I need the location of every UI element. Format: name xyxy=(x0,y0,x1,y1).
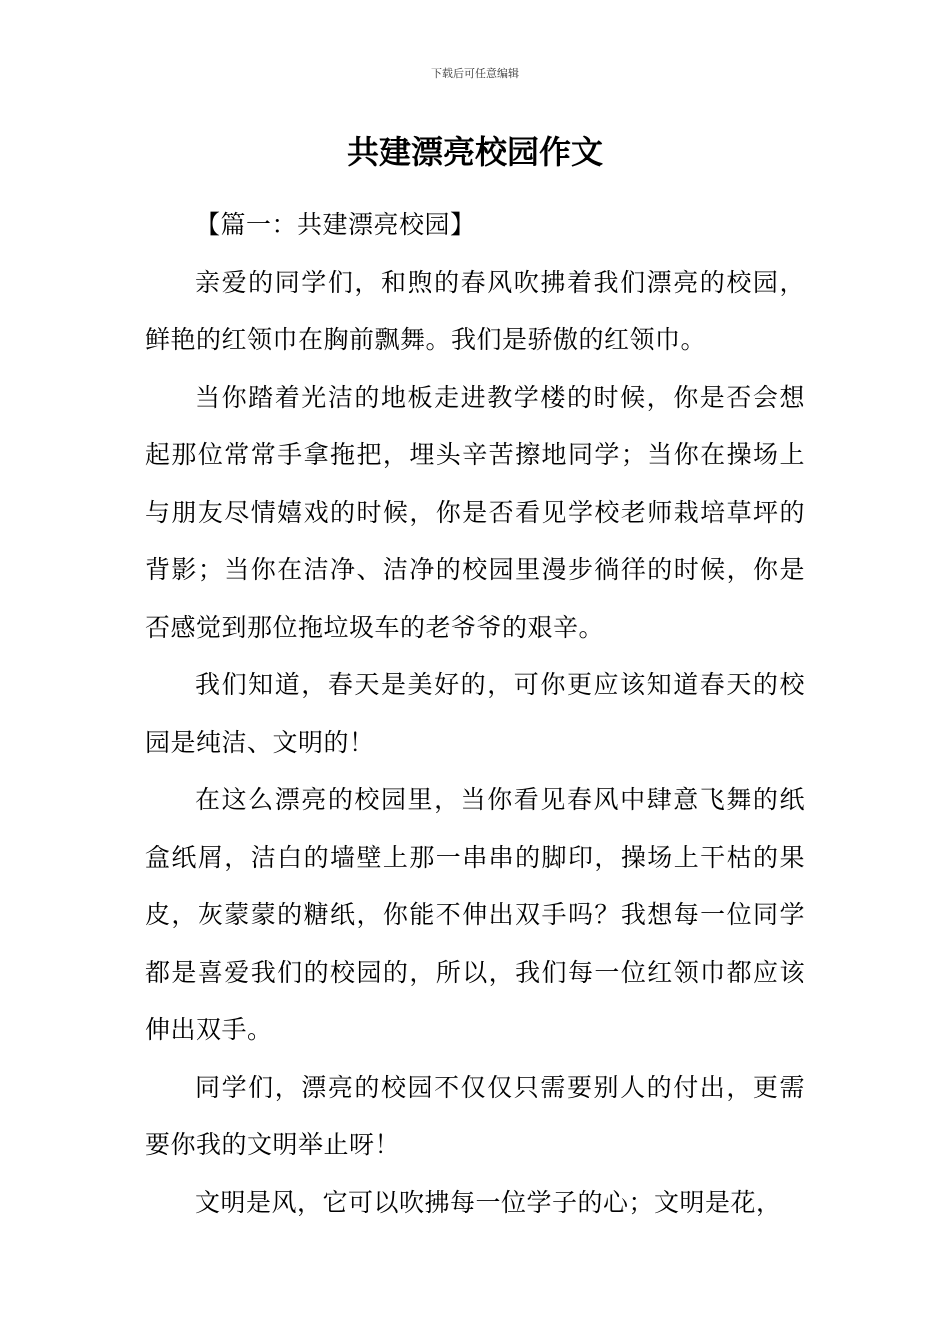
paragraph: 当你踏着光洁的地板走进教学楼的时候，你是否会想起那位常常手拿拖把，埋头辛苦擦地同学；当你在操场上与朋友尽情嬉戏的时候，你是否看见学校老师栽培草坪的背影；当你在洁净、洁净的校园里漫步徜徉的时候，你是否感觉到那位拖垃圾车的老爷爷的艰辛。 xyxy=(145,382,805,642)
section-heading: 【篇一：共建漂亮校园】 xyxy=(195,210,476,239)
paragraph: 亲爱的同学们，和煦的春风吹拂着我们漂亮的校园，鲜艳的红领巾在胸前飘舞。我们是骄傲的红领巾。 xyxy=(145,267,805,354)
document-title: 共建漂亮校园作文 xyxy=(346,133,603,171)
header-note: 下载后可任意编辑 xyxy=(431,67,519,80)
paragraph: 在这么漂亮的校园里，当你看见春风中肆意飞舞的纸盒纸屑，洁白的墙壁上那一串串的脚印，操场上干枯的果皮，灰蒙蒙的糖纸，你能不伸出双手吗？我想每一位同学都是喜爱我们的校园的，所以，我们每一位红领巾都应该伸出双手。 xyxy=(145,785,805,1044)
paragraph: 我们知道，春天是美好的，可你更应该知道春天的校园是纯洁、文明的！ xyxy=(145,670,805,757)
paragraph: 文明是风，它可以吹拂每一位学子的心；文明是花， xyxy=(195,1187,782,1217)
paragraph: 同学们，漂亮的校园不仅仅只需要别人的付出，更需要你我的文明举止呀！ xyxy=(145,1072,805,1159)
document-body xyxy=(145,196,805,1231)
